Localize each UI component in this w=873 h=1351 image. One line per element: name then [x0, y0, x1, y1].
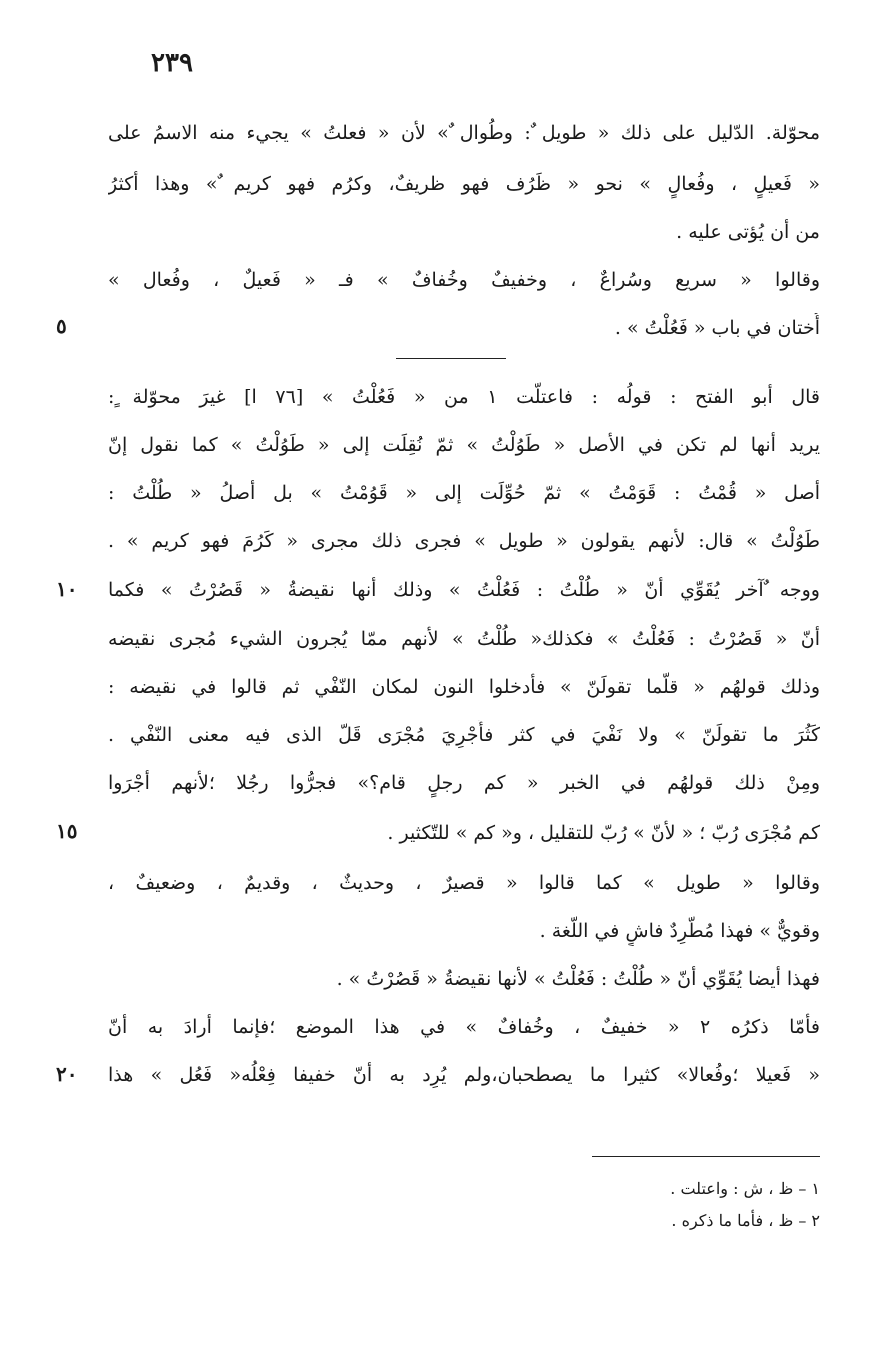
text-line: وقالوا « طويل » كما قالوا « قصيرٌ ، وحديثٌ ، وقديمٌ ، وضعيفٌ ، [108, 872, 820, 894]
line-number-20: ٢٠ [56, 1062, 78, 1086]
footnote-1: ١ – ظ ، ش : واعتلت . [670, 1179, 820, 1198]
text-line: قال أبو الفتح : قولُه : فاعتلّت ١ من « فَعُلْتُ » [٧٦ ا] غيرَ محوّلة ٍ: [108, 386, 820, 408]
page-number: ٢٣٩ [151, 48, 193, 78]
text-line: ومِنْ ذلك قولهُم في الخبر « كم رجلٍ قام؟» فجرُّوا رجُلا ؛لأنهم أجْرَوا [108, 772, 820, 794]
text-line: محوّلة. الدّليل على ذلك « طويل ٌ: وطُوال ٌ» لأن « فعلتُ » يجيء منه الاسمُ على [108, 122, 820, 144]
section-divider [396, 358, 506, 359]
text-line: يريد أنها لم تكن في الأصل « طَوُلْتُ » ثمّ نُقِلَت إلى « طَوُلْتُ » كما نقول إنّ [108, 434, 820, 456]
line-number-10: ١٠ [56, 577, 78, 601]
text-line: كم مُجْرَى رُبّ ؛ « لأنّ » رُبّ للتقليل ، و« كم » للتّكثير . [387, 822, 820, 844]
text-line: من أن يُؤتى عليه . [676, 221, 820, 243]
text-line: كَثُرَ ما تقولَنّ » ولا نَفْيَ في كثر فأُجْرِيَ مُجْرَى قَلّ الذى فيه معنى النّفْي . [108, 724, 820, 746]
text-line: وذلك قولهُم « قلّما تقولَنّ » فأدخلوا النون لمكان النّفْي ثم قالوا في نقيضه : [108, 676, 820, 698]
text-line: فهذا أيضا يُقَوِّي أنّ « طُلْتُ : فَعُلْتُ » لأنها نقيضةُ « قَصُرْتُ » . [336, 968, 820, 990]
text-line: « فَعيلا ؛وفُعالا» كثيرا ما يصطحبان،ولم يُرِد به أنّ خفيفا فِعْلُه« فَعُل » هذا [108, 1064, 820, 1086]
line-number-15: ١٥ [56, 819, 78, 843]
text-line: أصل « قُمْتُ : قَوَمْتُ » ثمّ حُوِّلَت إلى « قَوُمْتُ » بل أصلُ « طُلْتُ : [108, 482, 820, 504]
text-line: ووجه ٌآخر يُقَوِّي أنّ « طُلْتُ : فَعُلْتُ » وذلك أنها نقيضةُ « قَصُرْتُ » فكما [108, 579, 820, 601]
footnote-rule [592, 1156, 820, 1157]
text-line: طَوُلْتُ » قال: لأنهم يقولون « طويل » فجرى ذلك مجرى « كَرُمَ فهو كريم » . [108, 530, 820, 552]
text-line: فأمّا ذكرُه ٢ « خفيفٌ ، وخُفافٌ » في هذا الموضع ؛فإنما أرادَ به أنّ [108, 1016, 820, 1038]
line-number-5: ٥ [56, 314, 67, 338]
text-line: أنّ « قَصُرْتُ : فَعُلْتُ » فكذلك« طُلْتُ » لأنهم ممّا يُجرون الشيء مُجرى نقيضه [108, 628, 820, 650]
text-line: أُختان في باب « فَعُلْتُ » . [614, 317, 820, 339]
text-line: وقويٌّ » فهذا مُطّرِدٌ فاشٍ في اللّغة . [539, 920, 820, 942]
text-line: وقالوا « سريع وسُراعٌ ، وخفيفٌ وخُفافٌ » فـ « فَعيلٌ ، وفُعال » [108, 269, 820, 291]
footnote-2: ٢ – ظ ، فأما ما ذكره . [671, 1211, 820, 1230]
text-line: « فَعيلٍ ، وفُعالٍ » نحو « ظَرُف فهو ظريفٌ، وكرُم فهو كريم ٌ» وهذا أكثرُ [108, 173, 820, 195]
